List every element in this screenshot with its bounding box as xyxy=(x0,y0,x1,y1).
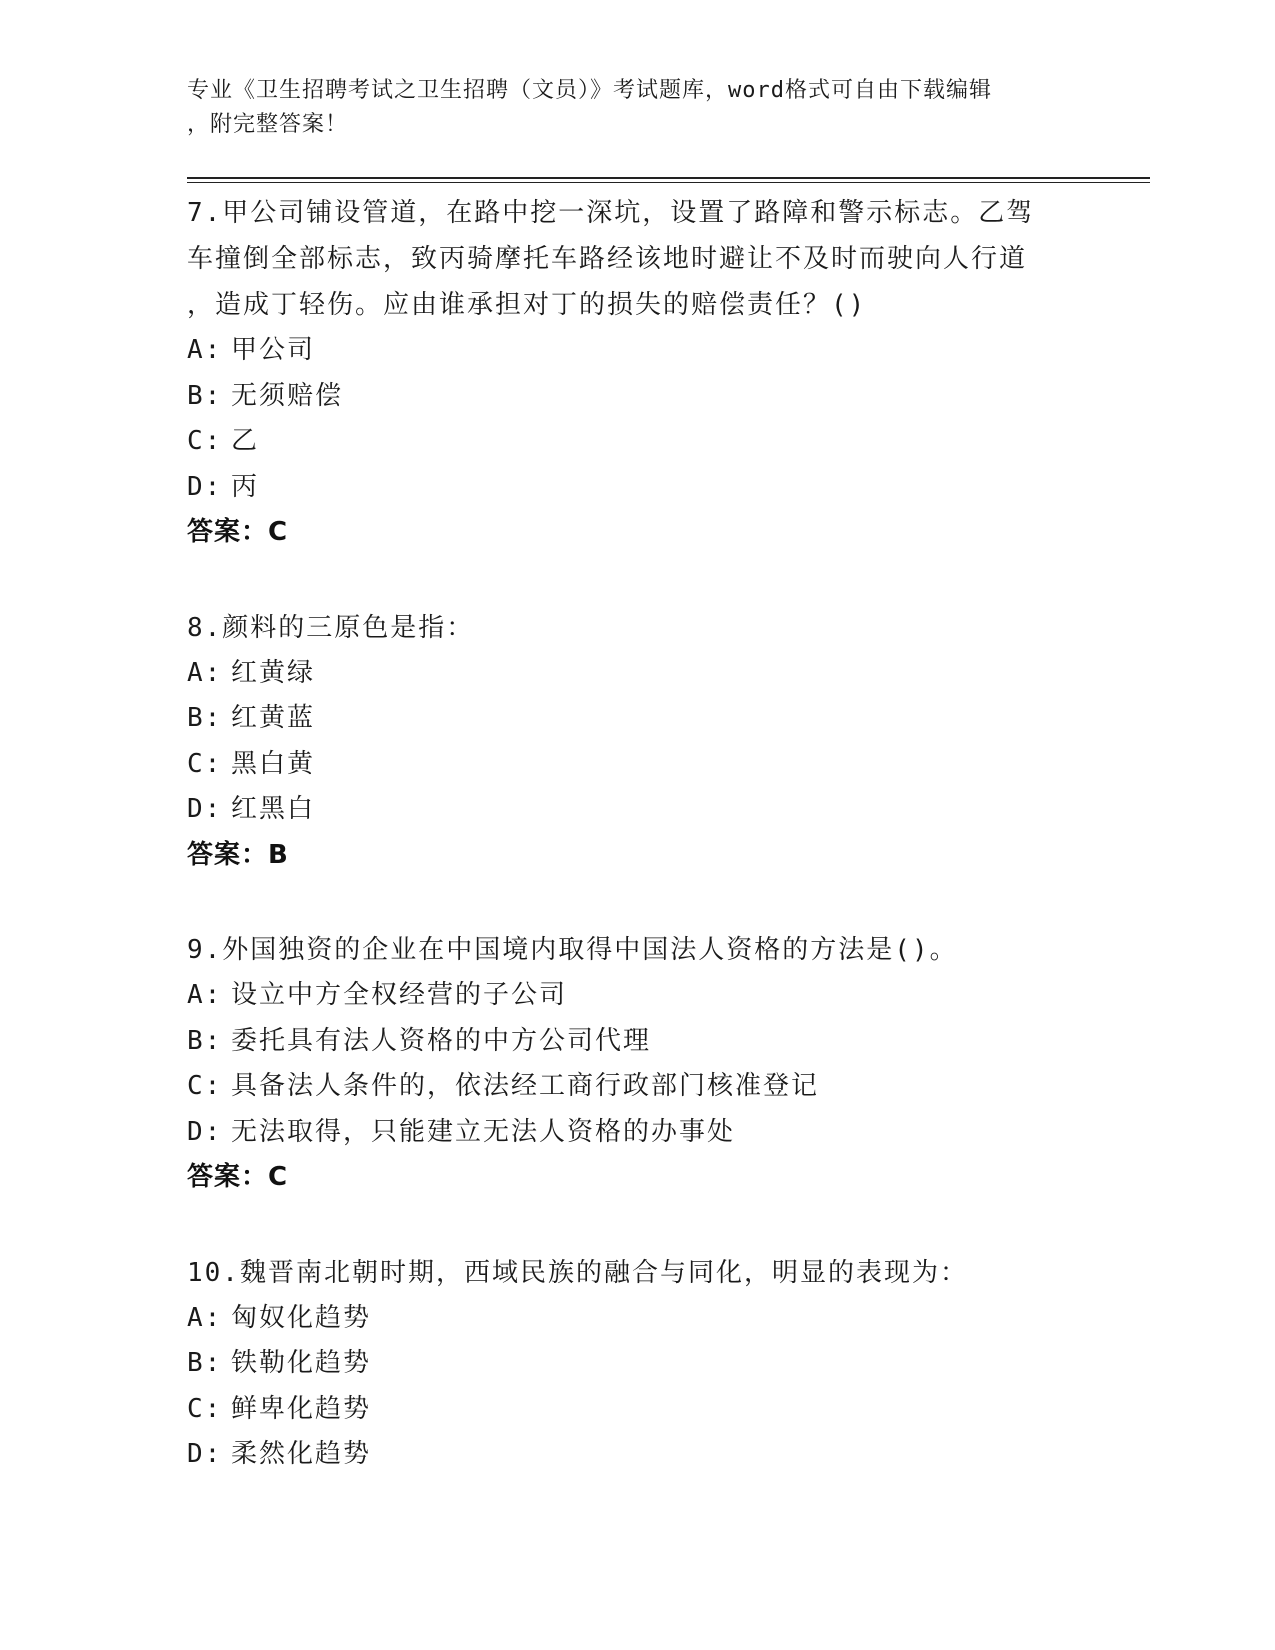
stem-line: 车撞倒全部标志，致丙骑摩托车路经该地时避让不及时而驶向人行道 xyxy=(187,244,1028,274)
question-8 xyxy=(187,605,1067,879)
option-d xyxy=(187,787,1067,833)
option-text: 红黄绿 xyxy=(231,657,316,688)
option-text: 丙 xyxy=(231,471,260,502)
option-key: A: xyxy=(187,980,223,1010)
option-key: A: xyxy=(187,1302,223,1333)
option-b xyxy=(187,1019,1067,1065)
option-key: B: xyxy=(187,1348,223,1378)
answer-line: 答案：C xyxy=(187,517,289,547)
option-text: 甲公司 xyxy=(231,335,316,365)
header-divider-thick xyxy=(187,177,1150,179)
option-text: 红黄蓝 xyxy=(231,703,316,733)
question-10 xyxy=(187,1250,1067,1478)
option-c xyxy=(187,742,1067,788)
option-a xyxy=(187,1296,1067,1342)
answer-line: 答案：C xyxy=(187,1162,289,1192)
option-c xyxy=(187,1387,1067,1433)
question-9 xyxy=(187,927,1067,1201)
option-key: C: xyxy=(187,426,223,456)
option-d xyxy=(187,1110,1067,1156)
stem-line: 10.魏晋南北朝时期，西域民族的融合与同化，明显的表现为： xyxy=(187,1257,968,1288)
option-key: B: xyxy=(187,1025,223,1056)
option-key: D: xyxy=(187,1116,223,1147)
option-key: B: xyxy=(187,380,223,411)
question-stem xyxy=(187,927,1067,973)
option-d xyxy=(187,465,1067,511)
stem-line: 8.颜料的三原色是指： xyxy=(187,612,475,643)
option-c xyxy=(187,1064,1067,1110)
option-a xyxy=(187,651,1067,697)
header-line-1: 专业《卫生招聘考试之卫生招聘（文员）》考试题库，word格式可自由下载编辑 xyxy=(187,78,992,103)
option-key: A: xyxy=(187,335,223,365)
option-a xyxy=(187,973,1067,1019)
header-line-2: ，附完整答案！ xyxy=(187,112,349,137)
option-key: D: xyxy=(187,794,223,824)
document-header xyxy=(187,74,1087,142)
option-b xyxy=(187,1341,1067,1387)
option-text: 柔然化趋势 xyxy=(231,1439,372,1469)
spacer xyxy=(187,878,1067,923)
question-stem xyxy=(187,1250,1067,1296)
answer-line: 答案：B xyxy=(187,839,289,870)
header-divider-thin xyxy=(187,182,1150,183)
option-text: 鲜卑化趋势 xyxy=(231,1393,372,1424)
option-text: 委托具有法人资格的中方公司代理 xyxy=(231,1025,652,1056)
question-stem xyxy=(187,190,1067,328)
option-key: B: xyxy=(187,703,223,733)
question-list xyxy=(187,186,1067,1478)
option-text: 无须赔偿 xyxy=(231,380,344,411)
stem-line: ，造成丁轻伤。应由谁承担对丁的损失的赔偿责任？() xyxy=(187,290,867,320)
question-stem xyxy=(187,605,1067,651)
option-b xyxy=(187,696,1067,742)
spacer xyxy=(187,1201,1067,1246)
option-text: 黑白黄 xyxy=(231,748,316,779)
spacer xyxy=(187,556,1067,601)
option-key: A: xyxy=(187,657,223,688)
option-key: D: xyxy=(187,471,223,502)
option-text: 无法取得，只能建立无法人资格的办事处 xyxy=(231,1116,736,1147)
option-text: 铁勒化趋势 xyxy=(231,1348,372,1378)
question-7 xyxy=(187,190,1067,556)
option-a xyxy=(187,328,1067,374)
option-key: C: xyxy=(187,1393,223,1424)
option-text: 设立中方全权经营的子公司 xyxy=(231,980,568,1010)
option-text: 红黑白 xyxy=(231,794,316,824)
option-c xyxy=(187,419,1067,465)
option-b xyxy=(187,374,1067,420)
option-key: C: xyxy=(187,1071,223,1101)
option-d xyxy=(187,1432,1067,1478)
stem-line: 7.甲公司铺设管道，在路中挖一深坑，设置了路障和警示标志。乙驾 xyxy=(187,198,1035,228)
option-text: 具备法人条件的，依法经工商行政部门核准登记 xyxy=(231,1071,820,1101)
option-key: D: xyxy=(187,1439,223,1469)
option-text: 乙 xyxy=(231,426,260,456)
option-key: C: xyxy=(187,748,223,779)
option-text: 匈奴化趋势 xyxy=(231,1302,372,1333)
stem-line: 9.外国独资的企业在中国境内取得中国法人资格的方法是()。 xyxy=(187,935,958,965)
